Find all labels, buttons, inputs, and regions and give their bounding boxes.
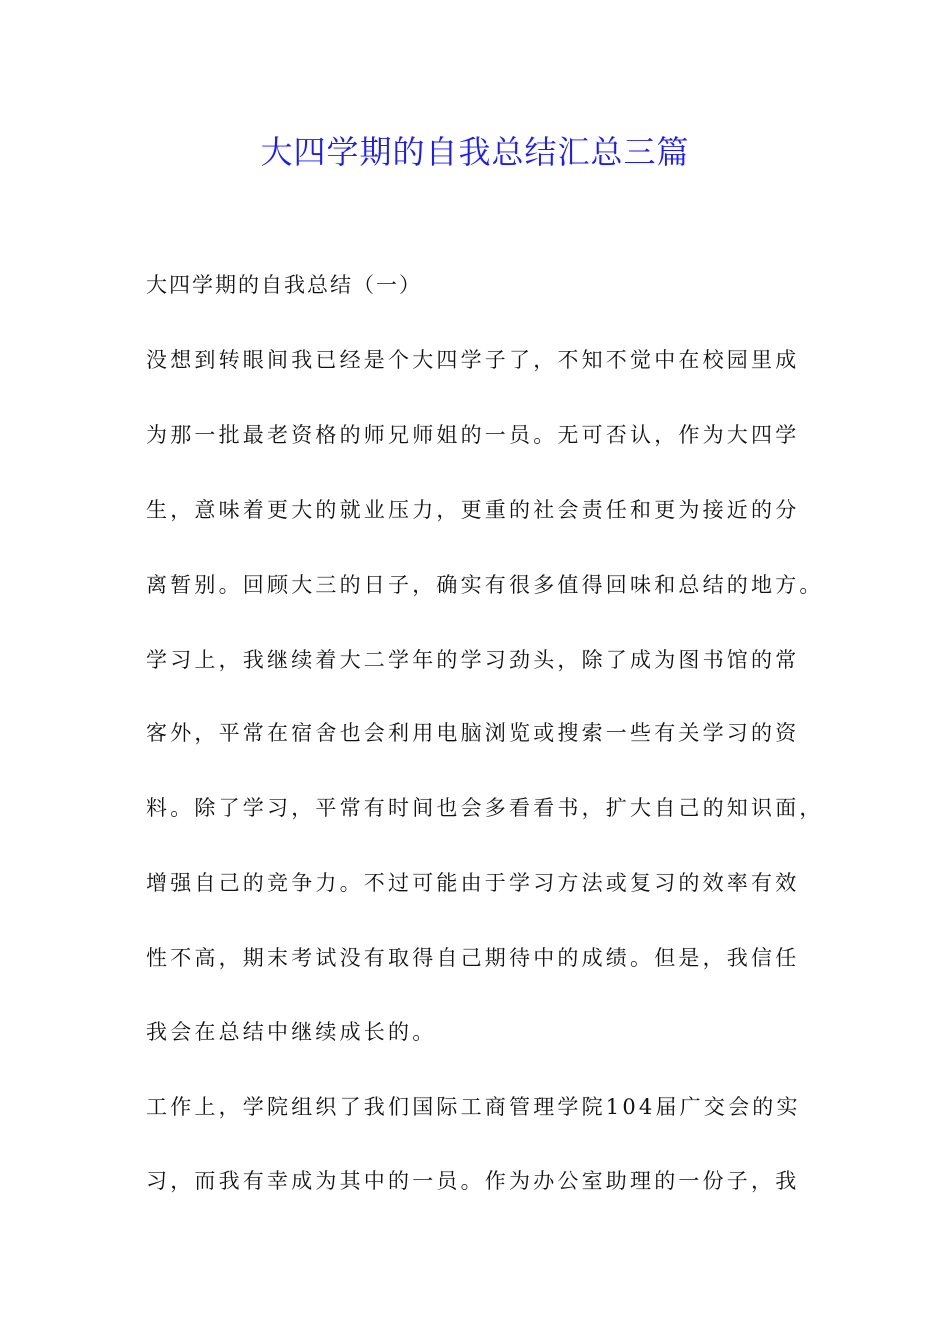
paragraph-line: 我会在总结中继续成长的。 [146,1020,437,1044]
paragraph-line: 没想到转眼间我已经是个大四学子了，不知不觉中在校园里成 [146,348,800,372]
paragraph-line: 生，意味着更大的就业压力，更重的社会责任和更为接近的分 [146,498,800,522]
paragraph-line: 学习上，我继续着大二学年的学习劲头，除了成为图书馆的常 [146,648,800,672]
paragraph-line: 客外，平常在宿舍也会利用电脑浏览或搜索一些有关学习的资 [146,721,800,745]
paragraph-line: 离暂别。回顾大三的日子，确实有很多值得回味和总结的地方。 [146,573,824,597]
section-heading: 大四学期的自我总结（一） [146,273,422,297]
paragraph-line: 料。除了学习，平常有时间也会多看看书，扩大自己的知识面， [146,796,824,820]
paragraph-line: 工作上，学院组织了我们国际工商管理学院104届广交会的实 [146,1095,801,1119]
paragraph-line: 性不高，期末考试没有取得自己期待中的成绩。但是，我信任 [146,946,800,970]
paragraph-line: 为那一批最老资格的师兄师姐的一员。无可否认，作为大四学 [146,423,800,447]
document-title: 大四学期的自我总结汇总三篇 [260,133,690,171]
paragraph-line: 习，而我有幸成为其中的一员。作为办公室助理的一份子，我 [146,1169,800,1193]
paragraph-line: 增强自己的竞争力。不过可能由于学习方法或复习的效率有效 [146,871,800,895]
